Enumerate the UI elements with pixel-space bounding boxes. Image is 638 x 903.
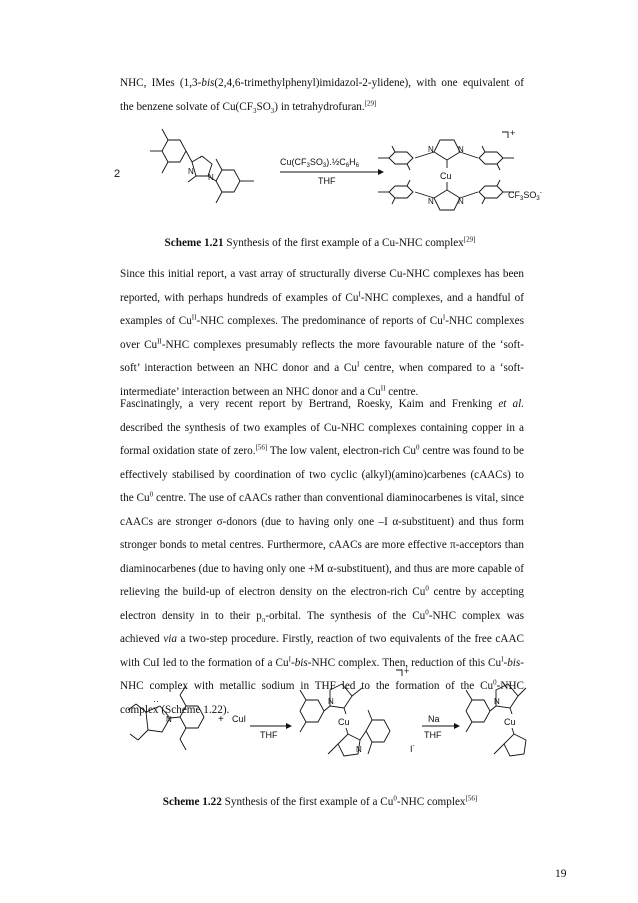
scheme-1-21-figure <box>110 122 542 230</box>
superscript: 0 <box>425 584 429 593</box>
text-run: -NHC complexes presumably reflects the more favourable nature of the ‘soft-soft’ interaction between an NHC donor and a Cu <box>120 338 524 374</box>
scheme-1-22-caption <box>120 796 520 808</box>
text-run-italic: bis <box>201 77 215 89</box>
text-run-italic: bis <box>507 656 521 669</box>
subscript: 3 <box>252 106 257 115</box>
atom-label-n: N <box>428 145 434 154</box>
atom-label-cu: Cu <box>504 717 516 727</box>
text-run: - <box>503 656 508 669</box>
text-run: NHC, IMes (1,3- <box>120 77 202 89</box>
reagent-label: $Cu(CF_3SO_3).\frac{1}{2}C_6H_6$ <box>280 157 359 169</box>
superscript: 0 <box>425 607 429 616</box>
text-run: centre, when compared to a ‘soft-intermediate’ interaction between an NHC donor and a Cu <box>120 362 524 398</box>
atom-label-n: N <box>494 697 500 706</box>
text-run-italic: et al. <box>498 398 524 410</box>
caption-text: Synthesis of the first example of a Cu-NHC complex <box>223 237 464 249</box>
subscript: π <box>261 615 266 624</box>
solvent-label: THF <box>318 176 336 186</box>
text-run: The low valent, electron-rich Cu <box>267 445 416 457</box>
text-run: centre. <box>385 385 419 398</box>
text-run: centre. The use of cAACs rather than conventional diaminocarbenes is vital, since cAACs are stronger σ-donors (due to having only one –I α-substituent) and thus form stronger bonds to metal centres. Furthermore, cAACs are more effective π-acceptors than diaminocarbenes (due to having only one +M α-substituent), and thus are more capable of relieving the build-up of electron density on the electron-rich Cu <box>120 492 524 598</box>
superscript: I <box>356 360 360 369</box>
text-run: a two-step procedure. Firstly, reaction of two equivalents of the free cAAC with CuI led to the formation of a Cu <box>120 633 524 669</box>
text-run: -NHC complex was achieved <box>120 609 524 645</box>
page-number: 19 <box>555 868 567 880</box>
text-run: -NHC complexes over Cu <box>120 315 524 351</box>
text-run: centre by accepting electron density in to their p <box>120 586 524 622</box>
text-run: SO <box>256 100 271 113</box>
scheme-1-21-caption <box>120 237 520 249</box>
text-run-italic: via <box>163 633 177 645</box>
text-run: -NHC complex. Then, reduction of this Cu <box>307 656 502 669</box>
paragraph-intro <box>120 72 524 119</box>
reaction-arrowhead <box>286 723 292 729</box>
counter-anion-label: $CF_3SO_3^-$ <box>508 190 542 202</box>
superscript: 0 <box>149 490 154 499</box>
atom-label-cu: Cu <box>440 171 452 181</box>
atom-label-n: N <box>328 697 334 706</box>
reaction-arrowhead <box>454 723 460 729</box>
text-run: -NHC complexes, and a handful of examples of Cu <box>120 291 524 327</box>
lone-pair: ·· <box>153 696 159 706</box>
atom-label-n: N <box>458 197 464 206</box>
caption-text: Synthesis of the first example of a Cu <box>221 796 394 808</box>
superscript: 0 <box>393 794 397 803</box>
superscript: I <box>442 313 446 322</box>
counter-anion-label: I- <box>410 743 415 754</box>
caption-label: Scheme 1.21 <box>164 237 224 249</box>
text-run: Since this initial report, a vast array of structurally diverse Cu-NHC complexes has been reported, with perhaps hundreds of examples of Cu <box>120 268 524 304</box>
citation: [56] <box>465 794 478 803</box>
reagent-label: CuI <box>232 714 247 724</box>
scheme-1-22-figure <box>110 660 530 784</box>
text-run: ) in tetrahydrofuran. <box>274 100 365 113</box>
reaction-arrowhead <box>378 169 384 175</box>
text-run: (2,4,6-trimethylphenyl)imidazol-2-ylidene), with one equivalent of the benzene solvate of Cu(CF <box>120 77 524 113</box>
atom-label-n: N <box>166 715 172 724</box>
solvent-label: THF <box>260 730 278 740</box>
scheme-1-22 <box>110 660 530 784</box>
charge-label: + <box>404 666 410 676</box>
text-run: -NHC complex (Scheme 1.22). <box>120 680 524 716</box>
cu1-bis-caac-structure <box>300 670 402 756</box>
superscript: II <box>380 383 386 392</box>
text-run: centre was found to be effectively stabilised by coordination of two cyclic (alkyl)(amino)carbenes (cAACs) to the Cu <box>120 445 524 504</box>
reagent-label: Na <box>428 714 440 724</box>
atom-label-n: N <box>458 145 464 154</box>
subscript: 3 <box>270 106 275 115</box>
plus-sign: + <box>218 714 224 725</box>
text-run: described the synthesis of two examples of Cu-NHC complexes containing copper in a formal oxidation state of zero. <box>120 421 524 457</box>
superscript: I <box>501 654 504 663</box>
text-run: -NHC complexes. The predominance of reports of Cu <box>196 315 443 327</box>
superscript: I <box>288 654 291 663</box>
atom-label-n: N <box>356 745 362 754</box>
cu0-bis-caac-structure <box>466 684 526 756</box>
superscript: II <box>191 313 197 322</box>
citation: [56] <box>255 443 268 452</box>
atom-label-n: N <box>428 197 434 206</box>
caption-text: -NHC complex <box>396 796 466 808</box>
imes-carbene-structure <box>150 129 254 203</box>
text-run: -NHC complex with metallic sodium in THF led to the formation of the Cu <box>120 656 524 692</box>
solvent-label: THF <box>424 730 442 740</box>
text-run: -orbital. The synthesis of the Cu <box>265 609 426 622</box>
paragraph-cu-nhc-overview <box>120 263 524 404</box>
text-run: Fascinatingly, a very recent report by Bertrand, Roesky, Kaim and Frenking <box>120 398 499 410</box>
superscript: I <box>358 289 361 298</box>
atom-label-n: N <box>188 167 194 176</box>
superscript: II <box>157 336 162 345</box>
charge-label: + <box>510 128 516 138</box>
citation: [29] <box>463 235 476 244</box>
stoichiometric-coefficient: 2 <box>114 168 121 180</box>
lone-pair: ·· <box>199 152 205 162</box>
scheme-1-21 <box>110 122 542 230</box>
superscript: 0 <box>493 678 497 687</box>
text-run-italic: bis <box>294 656 308 669</box>
text-run: - <box>290 656 295 669</box>
superscript: 0 <box>415 443 420 452</box>
caption-label: Scheme 1.22 <box>162 796 222 808</box>
citation: [29] <box>364 98 377 107</box>
atom-label-cu: Cu <box>338 717 350 727</box>
atom-label-n: N <box>208 173 214 182</box>
